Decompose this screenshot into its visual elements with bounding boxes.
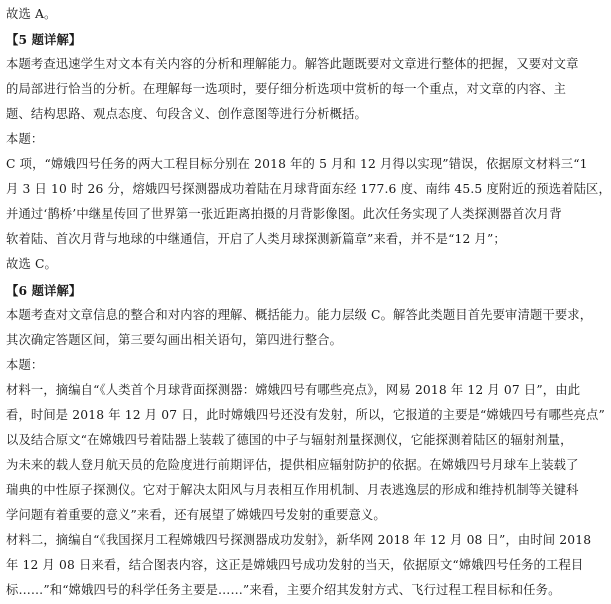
- text-line: C 项，“嫦娥四号任务的两大工程目标分别在 2018 年的 5 月和 12 月得以实现”错误，依据原文材料三“1: [6, 157, 588, 172]
- text-line: 以及结合原文“在嫦娥四号着陆器上装载了德国的中子与辐射剂量探测仪，它能探测着陆区的辐射剂量，: [6, 432, 573, 447]
- text-line: 月 3 日 10 时 26 分，熔娥四号探测器成功着陆在月球背面东经 177.6 度、南纬 45.5 度附近的预选着陆区，: [6, 182, 611, 197]
- text-line: 为未来的载人登月航天员的危险度进行前期评估，提供相应辐射防护的依据。在嫦娥四号月球车上装载了: [6, 457, 579, 472]
- text-line: 并通过‘鹊桥’中继星传回了世界第一张近距离拍摄的月背影像图。此次任务实现了人类探测器首次月背: [6, 207, 562, 222]
- text-line: 标……”和“嫦娥四号的科学任务主要是……”来看，主要介绍其发射方式、飞行过程工程目标和任务。: [6, 583, 561, 598]
- text-line: 学问题有着重要的意义”来看，还有展望了嫦娥四号发射的重要意义。: [6, 507, 386, 522]
- text-line: 材料二，摘编自“《我国探月工程嫦娥四号探测器成功发射》，新华网 2018 年 12 月 08 日”，由时间 2018: [6, 532, 592, 547]
- text-line: 瑞典的中性原子探测仪。它对于解决太阳风与月表相互作用机制、月表逃逸层的形成和维持机制等关键科: [6, 482, 579, 497]
- text-line: 本题考查迅速学生对文本有关内容的分析和理解能力。解答此题既要对文章进行整体的把握，又要对文章: [6, 57, 579, 72]
- text-line: 软着陆、首次月背与地球的中继通信，开启了人类月球探测新篇章”来看，并不是“12 月”；: [6, 232, 506, 247]
- text-line: 材料一，摘编自“《人类首个月球背面探测器：嫦娥四号有哪些亮点》，网易 2018 年 12 月 07 日”，由此: [6, 382, 581, 397]
- text-line: 本题：: [6, 357, 44, 372]
- text-line: 其次确定答题区间，第三要勾画出相关语句，第四进行整合。: [6, 332, 343, 347]
- text-line: 本题：: [6, 132, 44, 147]
- text-line: 的局部进行恰当的分析。在理解每一选项时，要仔细分析选项中赏析的每一个重点，对文章的内容、主: [6, 82, 567, 97]
- section-heading: 【6 题详解】: [6, 282, 82, 298]
- text-line: 故选 A。: [6, 7, 57, 21]
- text-line: 本题考查对文章信息的整合和对内容的理解、概括能力。能力层级 C。解答此类题目首先要审清题干要求，: [6, 307, 593, 322]
- text-line: 故选 C。: [6, 257, 57, 272]
- text-line: 题、结构思路、观点态度、句段含义、创作意图等进行分析概括。: [6, 107, 367, 122]
- text-line: 年 12 月 08 日来看，结合图表内容，这正是嫦娥四号成功发射的当天，依据原文“嫦娥四号任务的工程目: [6, 558, 584, 573]
- section-heading: 【5 题详解】: [6, 32, 82, 48]
- text-line: 看，时间是 2018 年 12 月 07 日，此时嫦娥四号还没有发射，所以，它报道的主要是“嫦娥四号有哪些亮点”: [6, 407, 605, 422]
